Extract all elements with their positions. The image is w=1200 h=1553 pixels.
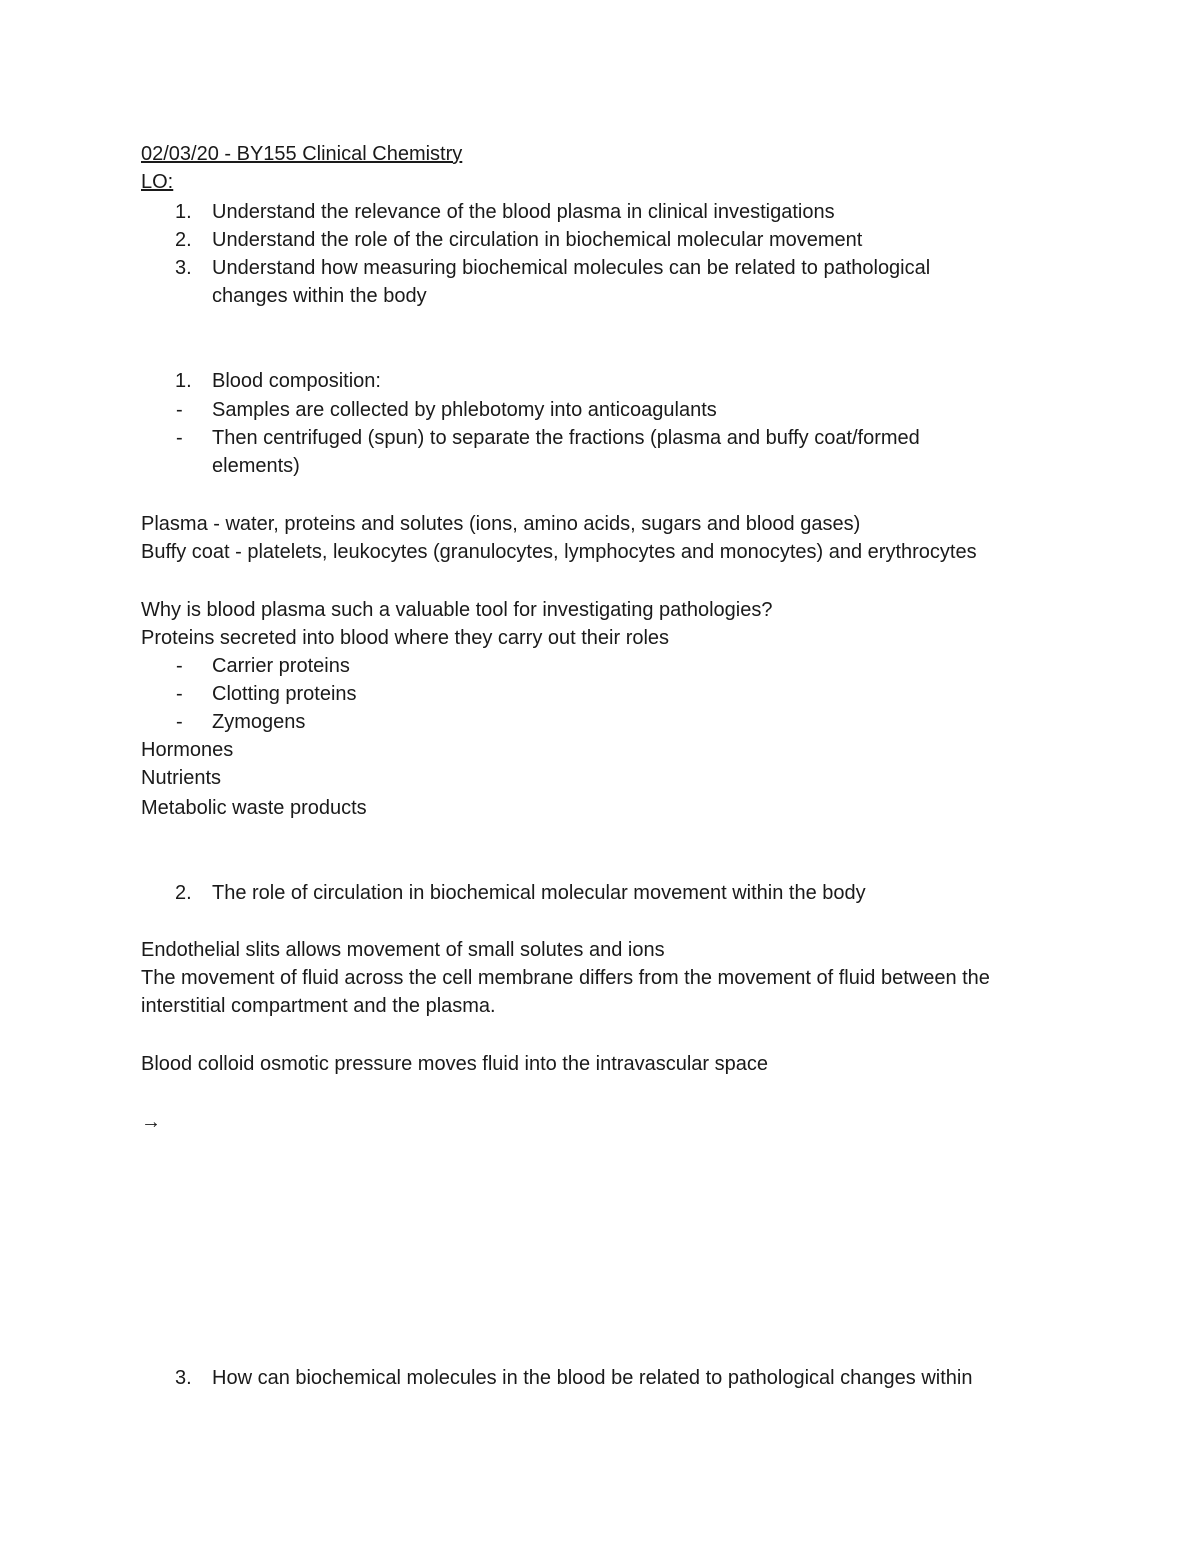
section-number: 2. [175, 882, 192, 904]
section-number: 1. [175, 370, 192, 392]
buffy-coat-line: Buffy coat - platelets, leukocytes (granulocytes, lymphocytes and monocytes) and erythrocytes [141, 541, 977, 563]
lo-label: LO: [141, 171, 174, 193]
bullet-dash: - [176, 399, 183, 421]
bullet-dash: - [176, 711, 183, 733]
paragraph-line: interstitial compartment and the plasma. [141, 995, 496, 1017]
document-title: 02/03/20 - BY155 Clinical Chemistry [141, 143, 463, 165]
list-line: Nutrients [141, 767, 222, 789]
paragraph-line: The movement of fluid across the cell membrane differs from the movement of fluid between the [141, 967, 990, 989]
bullet-text: Zymogens [212, 711, 306, 733]
question-line: Why is blood plasma such a valuable tool for investigating pathologies? [141, 599, 773, 621]
bullet-dash: - [176, 427, 183, 449]
arrow-icon: → [141, 1111, 161, 1133]
proteins-line: Proteins secreted into blood where they carry out their roles [141, 627, 670, 649]
lo-number: 3. [175, 257, 192, 279]
lo-number: 2. [175, 229, 192, 251]
section-heading: The role of circulation in biochemical molecular movement within the body [212, 882, 866, 904]
bullet-text: Clotting proteins [212, 683, 357, 705]
section-heading: Blood composition: [212, 370, 381, 392]
list-line: Hormones [141, 739, 234, 761]
lo-item-continuation: changes within the body [212, 285, 427, 307]
list-line: Metabolic waste products [141, 797, 367, 819]
lo-item-text: Understand how measuring biochemical molecules can be related to pathological [212, 257, 931, 279]
bullet-text: Then centrifuged (spun) to separate the fractions (plasma and buffy coat/formed [212, 427, 920, 449]
paragraph-line: Endothelial slits allows movement of small solutes and ions [141, 939, 665, 961]
lo-number: 1. [175, 201, 192, 223]
plasma-line: Plasma - water, proteins and solutes (ions, amino acids, sugars and blood gases) [141, 513, 861, 535]
bullet-continuation: elements) [212, 455, 300, 477]
bullet-dash: - [176, 655, 183, 677]
paragraph-line: Blood colloid osmotic pressure moves fluid into the intravascular space [141, 1053, 768, 1075]
section-number: 3. [175, 1367, 192, 1389]
lo-item-text: Understand the role of the circulation in biochemical molecular movement [212, 229, 863, 251]
bullet-dash: - [176, 683, 183, 705]
bullet-text: Carrier proteins [212, 655, 350, 677]
lo-item-text: Understand the relevance of the blood plasma in clinical investigations [212, 201, 835, 223]
bullet-text: Samples are collected by phlebotomy into anticoagulants [212, 399, 717, 421]
section-heading: How can biochemical molecules in the blood be related to pathological changes within [212, 1367, 973, 1389]
